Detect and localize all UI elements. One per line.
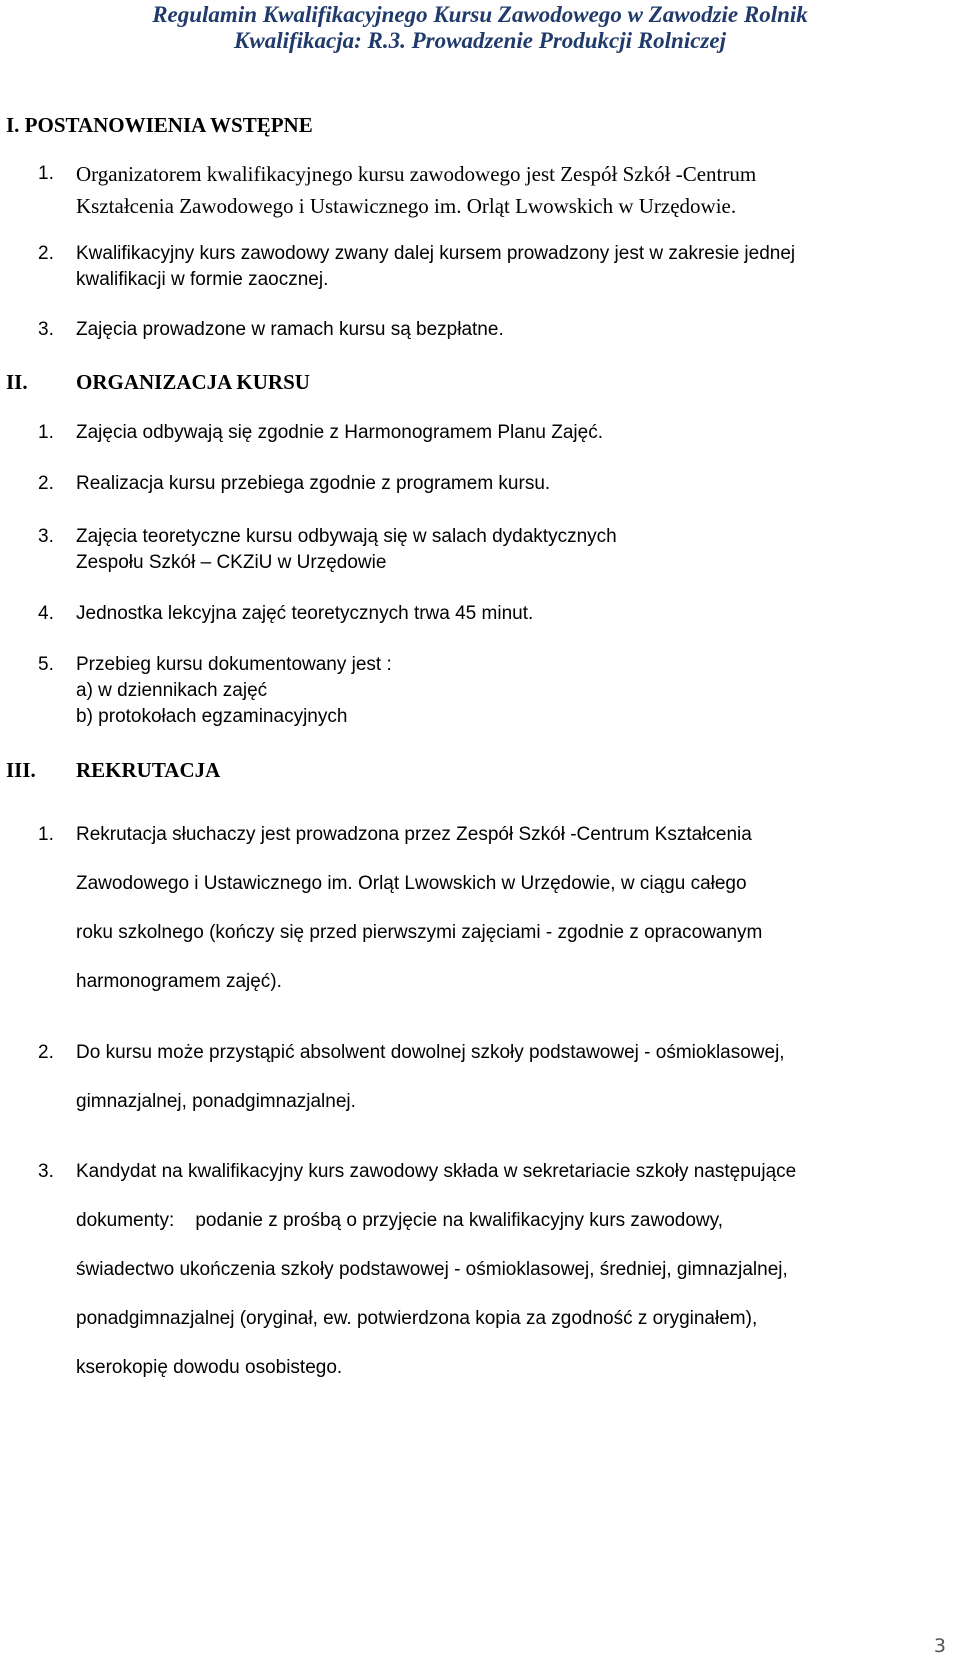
item-number: 4. bbox=[38, 603, 54, 624]
item-number: 1. bbox=[38, 422, 54, 443]
section-roman-numeral: II. bbox=[6, 370, 28, 394]
item-text: roku szkolnego (kończy się przed pierwszymi zajęciami - zgodnie z opracowanym bbox=[76, 922, 763, 943]
item-subtext: a) w dziennikach zajęć bbox=[76, 680, 268, 701]
item-text: Rekrutacja słuchaczy jest prowadzona przez Zespół Szkół -Centrum Kształcenia bbox=[76, 824, 752, 845]
item-text: świadectwo ukończenia szkoły podstawowej - ośmioklasowej, średniej, gimnazjalnej, bbox=[76, 1259, 788, 1280]
item-number: 5. bbox=[38, 654, 54, 675]
item-text: Jednostka lekcyjna zajęć teoretycznych trwa 45 minut. bbox=[76, 603, 534, 624]
document-header-line-2: Kwalifikacja: R.3. Prowadzenie Produkcji Rolniczej bbox=[234, 28, 726, 53]
item-text: Realizacja kursu przebiega zgodnie z programem kursu. bbox=[76, 473, 551, 494]
item-number: 2. bbox=[38, 243, 54, 264]
item-text: kserokopię dowodu osobistego. bbox=[76, 1357, 343, 1378]
item-text: gimnazjalnej, ponadgimnazjalnej. bbox=[76, 1091, 356, 1112]
item-number: 3. bbox=[38, 319, 54, 340]
item-text: dokumenty: podanie z prośbą o przyjęcie na kwalifikacyjny kurs zawodowy, bbox=[76, 1210, 724, 1231]
page-number: 3 bbox=[933, 1635, 946, 1657]
item-number: 3. bbox=[38, 1161, 54, 1182]
section-title: I. POSTANOWIENIA WSTĘPNE bbox=[6, 113, 313, 137]
item-text: Organizatorem kwalifikacyjnego kursu zawodowego jest Zespół Szkół -Centrum bbox=[76, 162, 757, 186]
item-text: Kwalifikacyjny kurs zawodowy zwany dalej kursem prowadzony jest w zakresie jednej bbox=[76, 243, 796, 264]
item-text: Zajęcia prowadzone w ramach kursu są bezpłatne. bbox=[76, 319, 504, 340]
item-text: Zajęcia odbywają się zgodnie z Harmonogramem Planu Zajęć. bbox=[76, 422, 603, 443]
item-number: 2. bbox=[38, 473, 54, 494]
section-title: ORGANIZACJA KURSU bbox=[76, 370, 310, 394]
item-text: ponadgimnazjalnej (oryginał, ew. potwierdzona kopia za zgodność z oryginałem), bbox=[76, 1308, 758, 1329]
item-number: 2. bbox=[38, 1042, 54, 1063]
document-header-line-1: Regulamin Kwalifikacyjnego Kursu Zawodowego w Zawodzie Rolnik bbox=[152, 2, 808, 27]
item-text: Kandydat na kwalifikacyjny kurs zawodowy składa w sekretariacie szkoły następujące bbox=[76, 1161, 797, 1182]
item-text: Do kursu może przystąpić absolwent dowolnej szkoły podstawowej - ośmioklasowej, bbox=[76, 1042, 785, 1063]
item-number: 1. bbox=[38, 163, 54, 184]
item-number: 1. bbox=[38, 824, 54, 845]
item-text: harmonogramem zajęć). bbox=[76, 971, 282, 992]
item-text: Przebieg kursu dokumentowany jest : bbox=[76, 654, 392, 675]
section-roman-numeral: III. bbox=[6, 758, 36, 782]
item-text: Zespołu Szkół – CKZiU w Urzędowie bbox=[76, 552, 387, 573]
item-subtext: b) protokołach egzaminacyjnych bbox=[76, 706, 348, 727]
item-number: 3. bbox=[38, 526, 54, 547]
item-text: kwalifikacji w formie zaocznej. bbox=[76, 269, 329, 290]
item-text: Kształcenia Zawodowego i Ustawicznego im. Orląt Lwowskich w Urzędowie. bbox=[76, 194, 737, 218]
item-text: Zajęcia teoretyczne kursu odbywają się w salach dydaktycznych bbox=[76, 526, 617, 547]
section-title: REKRUTACJA bbox=[76, 758, 221, 782]
item-text: Zawodowego i Ustawicznego im. Orląt Lwowskich w Urzędowie, w ciągu całego bbox=[76, 873, 747, 894]
